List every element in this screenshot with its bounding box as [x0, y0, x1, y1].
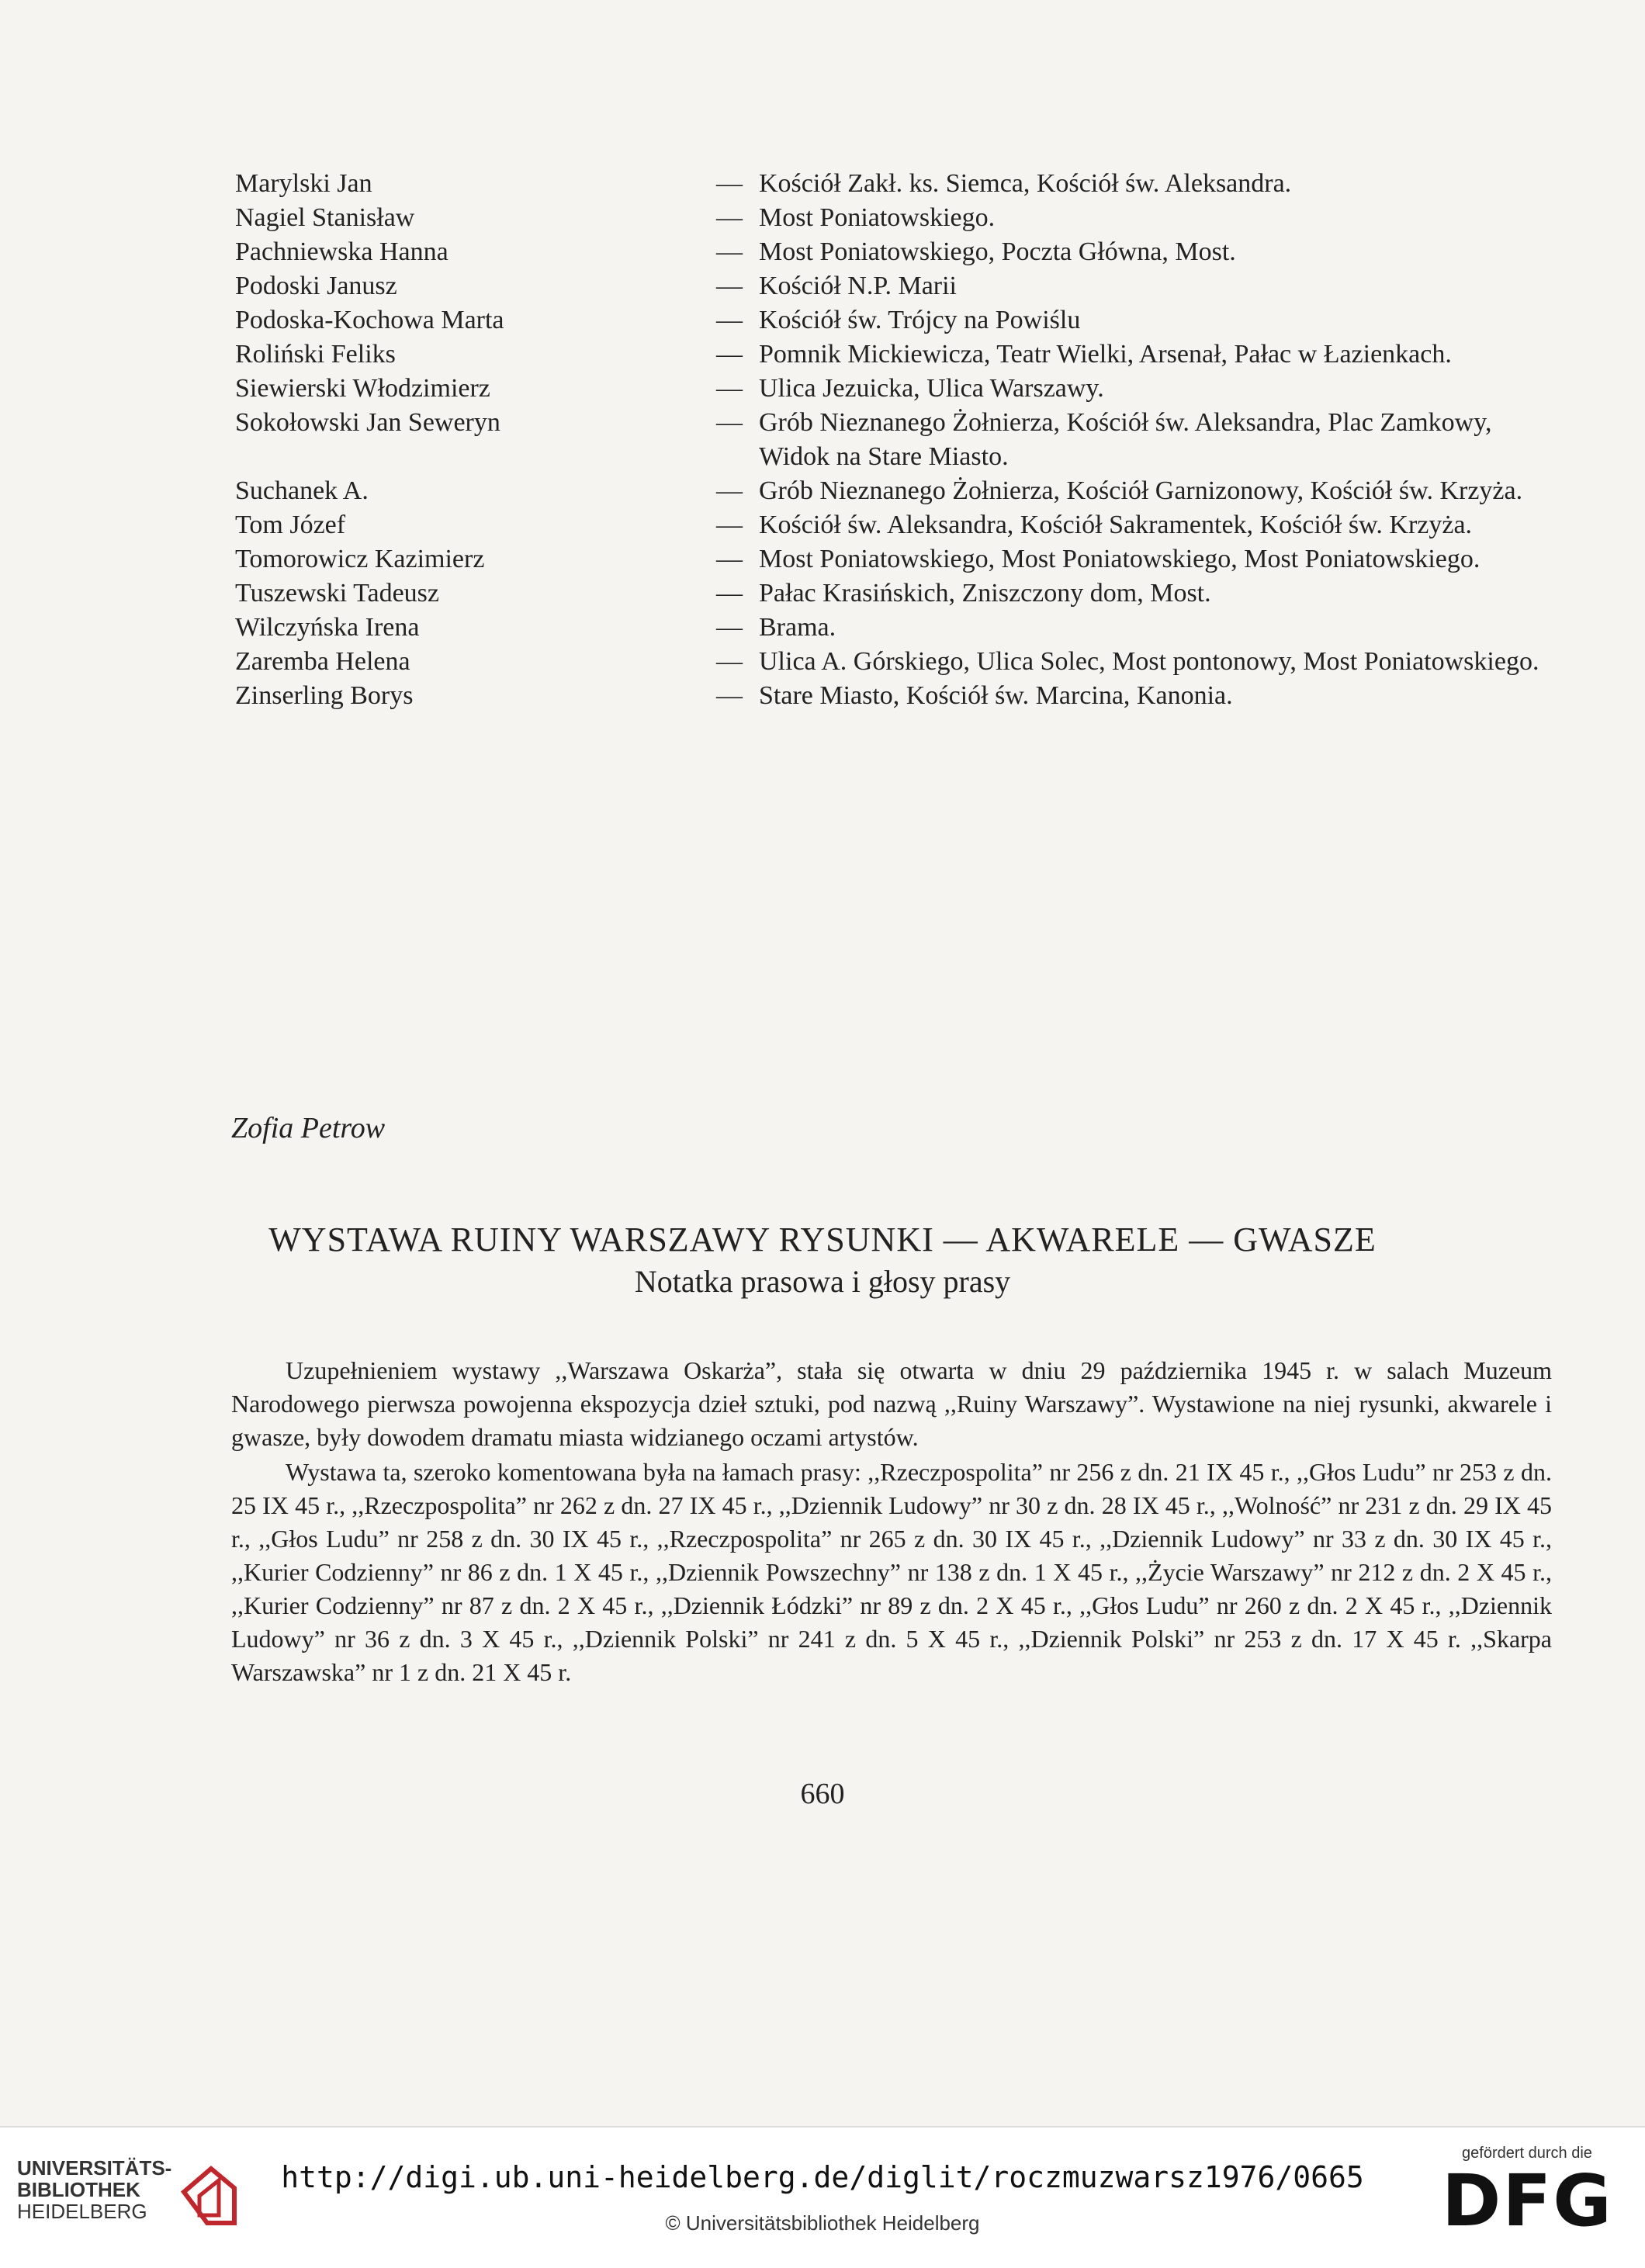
artwork-titles: [716, 372, 1554, 406]
dfg-logo-block[interactable]: [1442, 2145, 1612, 2240]
artwork-titles: [716, 611, 1554, 645]
list-item: [235, 201, 1554, 235]
em-dash: —: [716, 306, 743, 334]
list-item: [235, 474, 1554, 508]
copyright-notice: © Universitätsbibliothek Heidelberg: [665, 2211, 980, 2235]
artwork-titles-text: Kościół Zakł. ks. Siemca, Kościół św. Aleksandra.: [759, 169, 1292, 198]
dfg-note: gefördert durch die: [1462, 2145, 1592, 2162]
permalink[interactable]: http://digi.ub.uni-heidelberg.de/diglit/roczmuzwarsz1976/0665: [281, 2160, 1364, 2194]
artwork-titles: [716, 201, 1554, 235]
artwork-titles-text: Most Poniatowskiego, Most Poniatowskiego, Most Poniatowskiego.: [759, 545, 1480, 573]
artist-name: Zaremba Helena: [235, 647, 410, 676]
em-dash: —: [716, 476, 743, 505]
artwork-titles-text: Brama.: [759, 613, 836, 642]
artist-name: Podoska-Kochowa Marta: [235, 306, 504, 334]
list-item: [235, 508, 1554, 542]
page-number: 660: [800, 1778, 845, 1810]
list-item: [235, 679, 1554, 713]
logo-line: BIBLIOTHEK: [17, 2178, 140, 2201]
artist-name: Wilczyńska Irena: [235, 613, 420, 642]
dfg-logo: DFG: [1442, 2159, 1613, 2242]
artwork-titles: [716, 269, 1554, 303]
em-dash: —: [716, 579, 743, 608]
logo-line: UNIVERSITÄTS-: [17, 2156, 172, 2180]
artist-name: Zinserling Borys: [235, 681, 414, 710]
em-dash: —: [716, 408, 743, 437]
list-item: [235, 611, 1554, 645]
em-dash: —: [716, 272, 743, 300]
em-dash: —: [716, 203, 743, 232]
em-dash: —: [716, 374, 743, 403]
artwork-titles-text: Pomnik Mickiewicza, Teatr Wielki, Arsenał, Pałac w Łazienkach.: [759, 340, 1452, 369]
artwork-titles: [716, 338, 1554, 372]
em-dash: —: [716, 681, 743, 710]
artwork-titles-text: Stare Miasto, Kościół św. Marcina, Kanonia.: [759, 681, 1233, 710]
artwork-titles-text: Ulica Jezuicka, Ulica Warszawy.: [759, 374, 1104, 403]
em-dash: —: [716, 340, 743, 369]
list-item: [235, 303, 1554, 338]
artist-name: Pachniewska Hanna: [235, 237, 448, 266]
artwork-titles-text: Most Poniatowskiego.: [759, 203, 996, 232]
list-item: [235, 167, 1554, 201]
artwork-titles: [716, 679, 1554, 713]
article-body: [231, 1354, 1552, 1691]
artist-name: Tom Józef: [235, 511, 346, 539]
paragraph: Uzupełnieniem wystawy ,,Warszawa Oskarża”, stała się otwarta w dniu 29 października 1945 r. w salach Muzeum Narodowego pierwsza powojenna ekspozycja dzieł sztuki, pod nazwą ,,Ruiny Warszawy”. Wystawione na niej rysunki, akwarele i gwasze, były dowodem dramatu miasta widzianego oczami artystów.: [231, 1356, 1552, 1451]
paragraph: Wystawa ta, szeroko komentowana była na łamach prasy: ,,Rzeczpospolita” nr 256 z dn. 21 IX 45 r., ,,Głos Ludu” nr 253 z dn. 25 IX 45 r., ,,Rzeczpospolita” nr 262 z dn. 27 IX 45 r., ,,Dziennik Ludowy” nr 30 z dn. 28 IX 45 r., ,,Wolność” nr 231 z dn. 29 IX 45 r., ,,Głos Ludu” nr 258 z dn. 30 IX 45 r., ,,Rzeczpospolita” nr 265 z dn. 30 IX 45 r., ,,Dziennik Ludowy” nr 33 z dn. 30 IX 45 r., ,,Kurier Codzienny” nr 86 z dn. 1 X 45 r., ,,Dziennik Powszechny” nr 138 z dn. 1 X 45 r., ,,Życie Warszawy” nr 212 z dn. 2 X 45 r., ,,Kurier Codzienny” nr 87 z dn. 2 X 45 r., ,,Dziennik Łódzki” nr 89 z dn. 2 X 45 r., ,,Głos Ludu” nr 260 z dn. 2 X 45 r., ,,Dziennik Ludowy” nr 36 z dn. 3 X 45 r., ,,Dziennik Polski” nr 241 z dn. 5 X 45 r., ,,Dziennik Polski” nr 253 z dn. 17 X 45 r. ,,Skarpa Warszawska” nr 1 z dn. 21 X 45 r.: [231, 1458, 1552, 1686]
em-dash: —: [716, 169, 743, 198]
artist-name: Nagiel Stanisław: [235, 203, 415, 232]
artist-list: [235, 167, 1554, 713]
artist-name: Sokołowski Jan Seweryn: [235, 408, 500, 437]
artwork-titles: [716, 645, 1554, 679]
artist-name: Roliński Feliks: [235, 340, 396, 369]
artwork-titles-text: Kościół N.P. Marii: [759, 272, 957, 300]
list-item: [235, 372, 1554, 406]
artwork-titles-text: Grób Nieznanego Żołnierza, Kościół Garnizonowy, Kościół św. Krzyża.: [759, 476, 1523, 505]
list-item: [235, 542, 1554, 577]
section-title: WYSTAWA RUINY WARSZAWY RYSUNKI — AKWARELE — GWASZE: [268, 1221, 1377, 1259]
list-item: [235, 577, 1554, 611]
artwork-titles: [716, 406, 1554, 474]
artwork-titles: [716, 235, 1554, 269]
list-item: [235, 269, 1554, 303]
artist-name: Tomorowicz Kazimierz: [235, 545, 485, 573]
em-dash: —: [716, 613, 743, 642]
artist-name: Siewierski Włodzimierz: [235, 374, 490, 403]
em-dash: —: [716, 647, 743, 676]
artist-name: Marylski Jan: [235, 169, 372, 198]
artwork-titles: [716, 303, 1554, 338]
artwork-titles-text: Kościół św. Aleksandra, Kościół Sakramentek, Kościół św. Krzyża.: [759, 511, 1473, 539]
logo-line: HEIDELBERG: [17, 2200, 147, 2223]
list-item: [235, 235, 1554, 269]
artwork-titles-text: Pałac Krasińskich, Zniszczony dom, Most.: [759, 579, 1211, 608]
artwork-titles: [716, 542, 1554, 577]
em-dash: —: [716, 511, 743, 539]
artwork-titles-text: Ulica A. Górskiego, Ulica Solec, Most pontonowy, Most Poniatowskiego.: [759, 647, 1539, 676]
artist-name: Podoski Janusz: [235, 272, 397, 300]
artwork-titles-text: Grób Nieznanego Żołnierza, Kościół św. Aleksandra, Plac Zamkowy, Widok na Stare Miasto.: [759, 408, 1492, 471]
list-item: [235, 338, 1554, 372]
artwork-titles-text: Kościół św. Trójcy na Powiślu: [759, 306, 1081, 334]
artwork-titles: [716, 167, 1554, 201]
artwork-titles: [716, 474, 1554, 508]
em-dash: —: [716, 237, 743, 266]
artist-name: Suchanek A.: [235, 476, 369, 505]
list-item: [235, 645, 1554, 679]
em-dash: —: [716, 545, 743, 573]
viewer-footer: [0, 2126, 1645, 2268]
author-signature: Zofia Petrow: [231, 1112, 386, 1144]
artwork-titles-text: Most Poniatowskiego, Poczta Główna, Most.: [759, 237, 1236, 266]
artwork-titles: [716, 508, 1554, 542]
section-subtitle: Notatka prasowa i głosy prasy: [634, 1264, 1011, 1299]
artwork-titles: [716, 577, 1554, 611]
artist-name: Tuszewski Tadeusz: [235, 579, 440, 608]
list-item: [235, 406, 1554, 474]
